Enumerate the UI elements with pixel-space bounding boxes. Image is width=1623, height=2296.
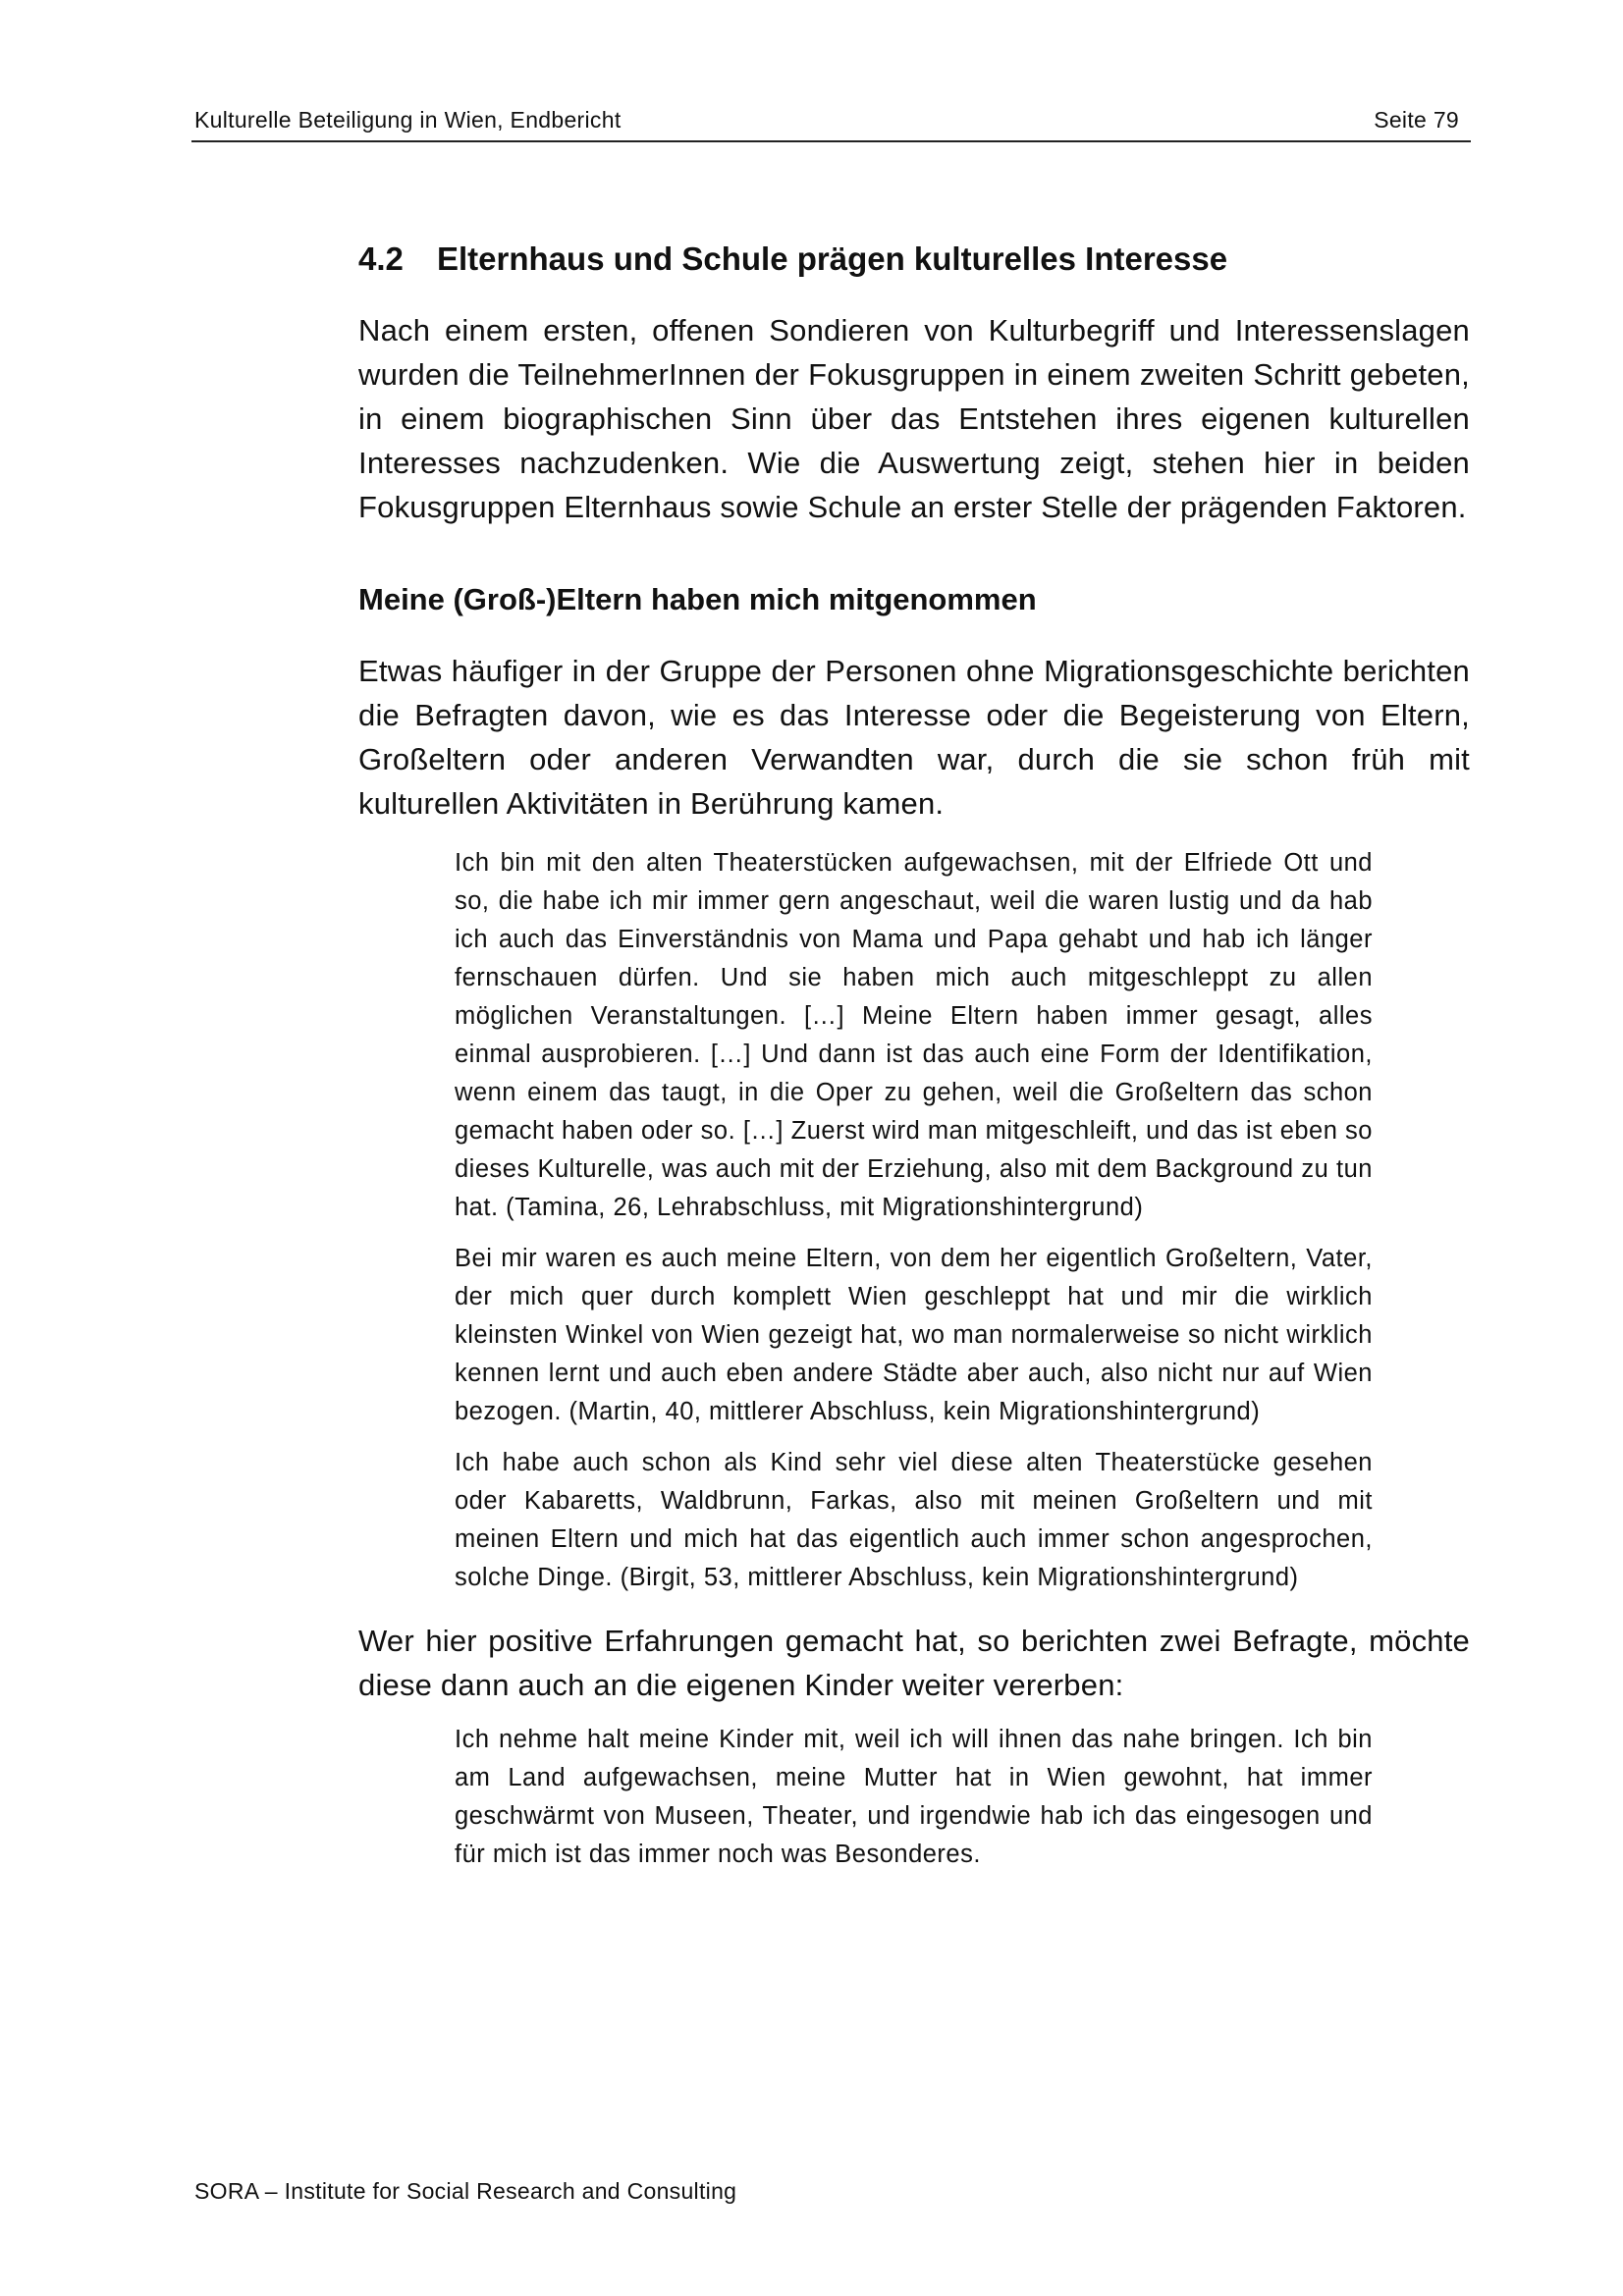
- subheading: Meine (Groß-)Eltern haben mich mitgenommen: [358, 582, 1037, 616]
- section-heading: [358, 232, 1470, 289]
- page-number: Seite 79: [1374, 107, 1459, 133]
- main-content: [358, 232, 1470, 1874]
- children-paragraph: Wer hier positive Erfahrungen gemacht hat, so berichten zwei Befragte, möchte diese dann auch an die eigenen Kinder weiter vererben:: [358, 1624, 1470, 1702]
- section-title: Elternhaus und Schule prägen kulturelles Interesse: [437, 240, 1228, 277]
- document-title: Kulturelle Beteiligung in Wien, Endbericht: [194, 107, 622, 133]
- intro-paragraph: Nach einem ersten, offenen Sondieren von Kulturbegriff und Interessenslagen wurden die TeilnehmerInnen der Fokusgruppen in einem zweiten Schritt gebeten, in einem biographischen Sinn über das Entstehen ihres eigenen kulturellen Interesses nachzudenken. Wie die Auswertung zeigt, stehen hier in beiden Fokusgruppen Elternhaus sowie Schule an erster Stelle der prägenden Faktoren.: [358, 313, 1470, 524]
- section-number: 4.2: [358, 240, 404, 277]
- quote-birgit: Ich habe auch schon als Kind sehr viel diese alten Theaterstücke gesehen oder Kabaretts, Waldbrunn, Farkas, also mit meinen Großeltern und mit meinen Eltern und mich hat das eigentlich auch immer schon angesprochen, solche Dinge. (Birgit, 53, mittlerer Abschluss, kein Migrationshintergrund): [455, 1449, 1373, 1591]
- quote-tamina: Ich bin mit den alten Theaterstücken aufgewachsen, mit der Elfriede Ott und so, die habe ich mir immer gern angeschaut, weil die waren lustig und da hab ich auch das Einverständnis von Mama und Papa gehabt und hab ich länger fernschauen dürfen. Und sie haben mich auch mitgeschleppt zu allen möglichen Veranstaltungen. […] Meine Eltern haben immer gesagt, alles einmal ausprobieren. […] Und dann ist das auch eine Form der Identifikation, wenn einem das taugt, in die Oper zu gehen, weil die Großeltern das schon gemacht haben oder so. […] Zuerst wird man mitgeschleift, und das ist eben so dieses Kulturelle, was auch mit der Erziehung, also mit dem Background zu tun hat. (Tamina, 26, Lehrabschluss, mit Migrationshintergrund): [455, 849, 1373, 1221]
- quote-martin: Bei mir waren es auch meine Eltern, von dem her eigentlich Großeltern, Vater, der mich quer durch komplett Wien geschleppt hat und mir die wirklich kleinsten Winkel von Wien gezeigt hat, wo man normalerweise so nicht wirklich kennen lernt und auch eben andere Städte aber auch, also nicht nur auf Wien bezogen. (Martin, 40, mittlerer Abschluss, kein Migrationshintergrund): [455, 1245, 1373, 1425]
- page-footer: SORA – Institute for Social Research and Consulting: [194, 2178, 737, 2204]
- page-header: [191, 101, 1471, 142]
- quote-children: Ich nehme halt meine Kinder mit, weil ich will ihnen das nahe bringen. Ich bin am Land aufgewachsen, meine Mutter hat in Wien gewohnt, hat immer geschwärmt von Museen, Theater, und irgendwie hab ich das eingesogen und für mich ist das immer noch was Besonderes.: [455, 1726, 1373, 1868]
- parents-paragraph: Etwas häufiger in der Gruppe der Personen ohne Migrationsgeschichte berichten die Befragten davon, wie es das Interesse oder die Begeisterung von Eltern, Großeltern oder anderen Verwandten war, durch die sie schon früh mit kulturellen Aktivitäten in Berührung kamen.: [358, 654, 1470, 821]
